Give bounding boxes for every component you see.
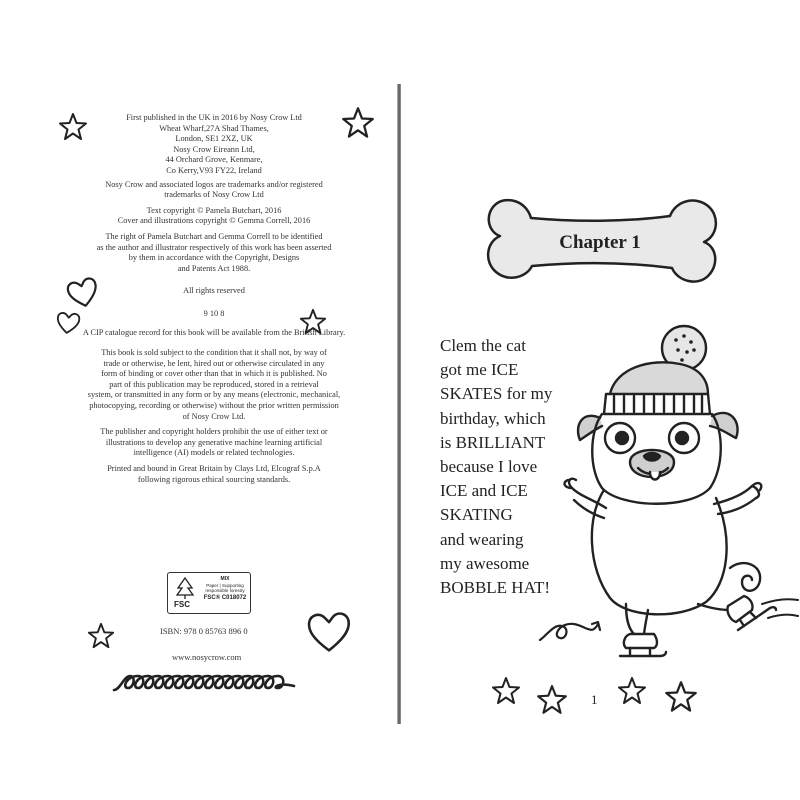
moral-rights-line: as the author and illustrator respectively of this work has been asserted [96, 242, 332, 252]
print-line: 9 10 8 [203, 308, 225, 318]
star-doodle-icon [536, 684, 568, 716]
story-line: SKATES for my [440, 384, 553, 404]
printing-line: Printed and bound in Great Britain by Clays Ltd, Elcograf S.p.A [107, 464, 321, 474]
illustration-copyright: Cover and illustrations copyright © Gemma Correll, 2016 [117, 216, 311, 226]
ai-notice-line: intelligence (AI) models or related technologies. [133, 448, 295, 458]
star-doodle-icon [58, 112, 88, 142]
isbn: ISBN: 978 0 85763 896 0 [160, 626, 248, 636]
copyright-page [0, 0, 398, 800]
trademark-line: trademarks of Nosy Crow Ltd [164, 190, 264, 200]
publication-line: 44 Orchard Grove, Kenmare, [165, 155, 263, 165]
website-link: www.nosycrow.com [172, 652, 242, 662]
conditions-line: This book is sold subject to the condition that it shall not, by way of [101, 348, 327, 358]
fsc-desc: responsible forestry [205, 588, 245, 594]
story-line: is BRILLIANT [440, 432, 546, 452]
fsc-logo-text: FSC [174, 600, 190, 609]
publication-line: Wheat Wharf,27A Shad Thames, [159, 123, 269, 133]
loop-doodle-icon [110, 668, 300, 698]
story-line: because I love [440, 457, 538, 477]
conditions-line: part of this publication may be reproduced, stored in a retrieval [109, 379, 319, 389]
star-doodle-icon [86, 622, 116, 650]
page-number: 1 [591, 692, 598, 707]
page-gutter [397, 84, 401, 724]
story-line: SKATING [440, 505, 513, 525]
moral-rights-line: and Patents Act 1988. [177, 263, 251, 273]
copyright-notices [55, 206, 373, 227]
ai-notice [55, 427, 373, 459]
text-copyright: Text copyright © Pamela Butchart, 2016 [146, 205, 282, 215]
moral-rights [55, 232, 373, 274]
all-rights-reserved: All rights reserved [183, 286, 245, 296]
chapter-title: Chapter 1 [559, 232, 641, 253]
story-line: ICE and ICE [440, 481, 528, 501]
copyright-block [55, 113, 373, 490]
star-doodle-icon [340, 106, 376, 140]
ai-notice-line: illustrations to develop any generative machine learning artificial [105, 437, 323, 447]
fsc-code: FSC® C018072 [203, 594, 247, 601]
heart-doodle-icon [54, 310, 82, 336]
star-doodle-icon [298, 308, 328, 336]
fsc-label [167, 572, 251, 614]
heart-doodle-icon [66, 276, 100, 310]
story-line: my awesome [440, 553, 530, 573]
trademark-notice [55, 180, 373, 201]
publication-line: Nosy Crow Eireann Ltd, [173, 144, 255, 154]
story-line: Clem the cat [440, 336, 526, 355]
star-doodle-icon [490, 676, 522, 706]
star-doodle-icon [664, 680, 698, 714]
publication-line: Co Kerry,V93 FY22, Ireland [166, 165, 262, 175]
story-line: and wearing [440, 529, 524, 549]
sale-conditions [55, 348, 373, 422]
story-line: birthday, which [440, 408, 546, 428]
fsc-tree-icon [173, 576, 197, 600]
cip-record: A CIP catalogue record for this book will be available from the British Library. [82, 327, 346, 337]
printing-info [55, 464, 373, 485]
heart-doodle-icon [304, 608, 354, 656]
story-line: BOBBLE HAT! [440, 578, 551, 598]
story-line: got me ICE [440, 360, 519, 380]
trademark-line: Nosy Crow and associated logos are trademarks and/or registered [105, 179, 323, 189]
ai-notice-line: The publisher and copyright holders prohibit the use of either text or [100, 427, 328, 437]
conditions-line: form of binding or cover other than that in which it is published. No [101, 369, 327, 379]
conditions-line: trade or otherwise, be lent, hired out or otherwise circulated in any [103, 358, 325, 368]
publication-info [55, 113, 373, 177]
fsc-desc: Paper | Supporting [206, 582, 244, 588]
publication-line: First published in the UK in 2016 by Nosy Crow Ltd [126, 113, 302, 122]
moral-rights-line: The right of Pamela Butchart and Gemma Correll to be identified [105, 231, 323, 241]
skating-pug-illustration [530, 318, 800, 678]
printing-line: following rigorous ethical sourcing standards. [137, 474, 291, 484]
star-doodle-icon [616, 676, 648, 706]
conditions-line: system, or transmitted in any form or by any means (electronic, mechanical, [87, 390, 341, 400]
moral-rights-line: by them in accordance with the Copyright, Designs [128, 253, 300, 263]
fsc-mix: MIX [220, 576, 230, 582]
conditions-line: photocopying, recording or otherwise) without the prior written permission [89, 401, 339, 411]
publication-line: London, SE1 2XZ, UK [175, 134, 253, 144]
conditions-line: of Nosy Crow Ltd. [182, 411, 246, 421]
fsc-details [202, 577, 248, 601]
